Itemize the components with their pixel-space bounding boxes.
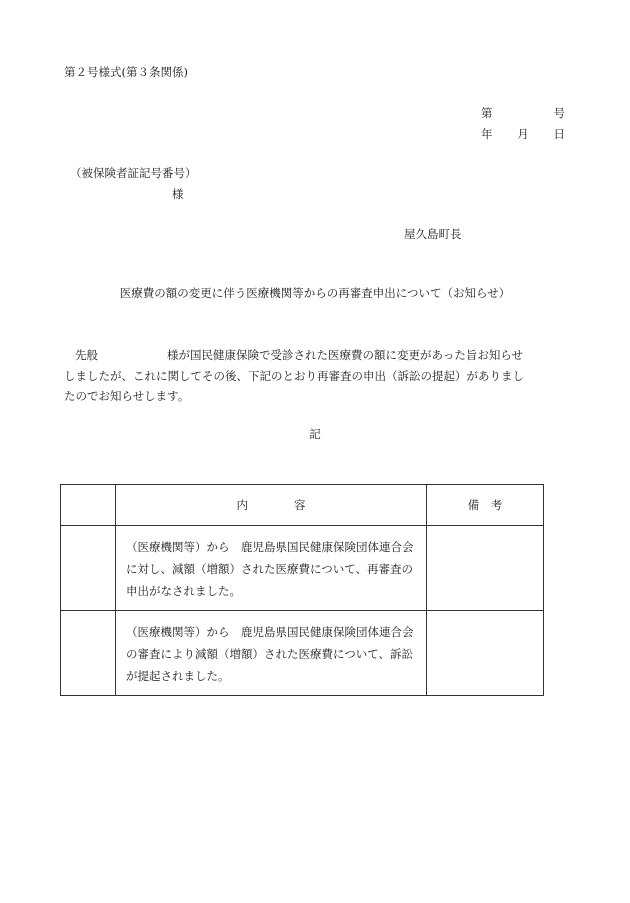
ki-heading: 記 bbox=[309, 427, 321, 441]
body-line-text: たのでお知らせします。 bbox=[64, 389, 190, 403]
row-content-cell: （医療機関等）から 鹿児島県国民健康保険団体連合会の審査により減額（増額）された医療費について、訴訟が提起されました。 bbox=[116, 611, 427, 696]
date-year: 年 bbox=[481, 127, 493, 141]
body-paragraph bbox=[64, 345, 544, 407]
sender-name: 屋久島町長 bbox=[404, 227, 462, 241]
header-number bbox=[61, 485, 116, 526]
date-day: 日 bbox=[553, 127, 565, 141]
recipient-honorific: 様 bbox=[172, 187, 184, 201]
header-content-label: 内 容 bbox=[236, 498, 306, 512]
recipient-id-label: （被保険者証記号番号） bbox=[70, 166, 197, 180]
body-line-text: しましたが、これに関してその後、下記のとおり再審査の申出（訴訟の提起）がありまし bbox=[64, 368, 524, 383]
document-title: 医療費の額の変更に伴う医療機関等からの再審査申出について（お知らせ） bbox=[119, 286, 511, 300]
body-line bbox=[64, 366, 544, 387]
body-line bbox=[64, 345, 544, 366]
table-header-row bbox=[61, 485, 544, 526]
document-number bbox=[481, 105, 565, 121]
doc-number-prefix: 第 bbox=[481, 106, 493, 120]
row-note-cell bbox=[427, 611, 544, 696]
table-row bbox=[61, 611, 544, 696]
date-month: 月 bbox=[517, 127, 529, 141]
header-note: 備 考 bbox=[427, 485, 544, 526]
document-date bbox=[481, 126, 565, 142]
row-number-cell bbox=[61, 611, 116, 696]
row-number-cell bbox=[61, 526, 116, 611]
form-label: 第２号様式(第３条関係) bbox=[64, 65, 188, 79]
row-note-cell bbox=[427, 526, 544, 611]
row-content-cell: （医療機関等）から 鹿児島県国民健康保険団体連合会に対し、減額（増額）された医療費について、再審査の申出がなされました。 bbox=[116, 526, 427, 611]
content-table bbox=[60, 484, 544, 696]
table-row bbox=[61, 526, 544, 611]
body-line-text: 先般 様が国民健康保険で受診された医療費の額に変更があった旨お知らせ bbox=[75, 348, 524, 362]
body-line bbox=[64, 386, 544, 407]
doc-number-suffix: 号 bbox=[553, 106, 565, 120]
header-content bbox=[116, 485, 427, 526]
